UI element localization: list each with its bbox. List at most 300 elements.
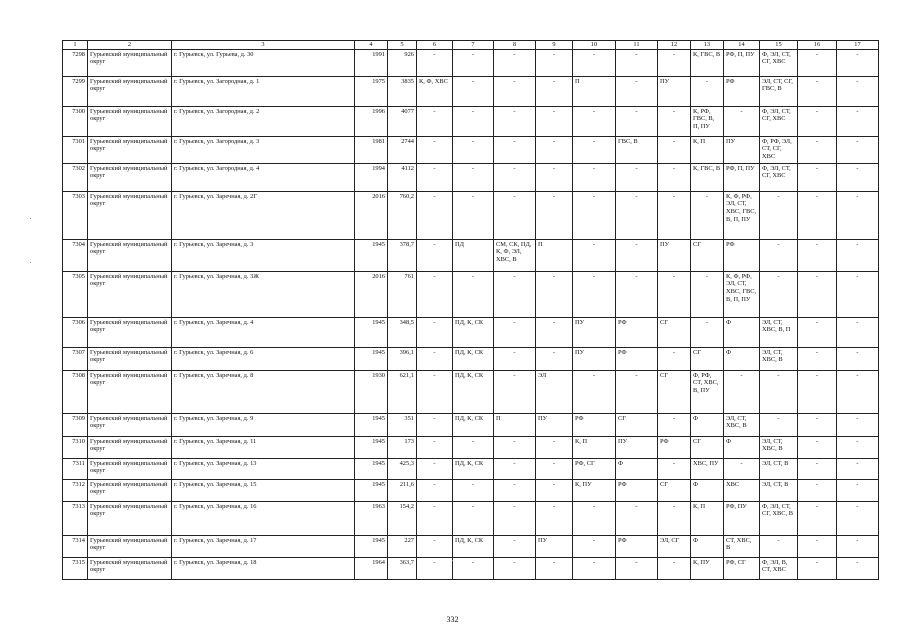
table-cell: - [616,76,658,106]
table-cell: РФ, П, ПУ [724,163,760,191]
table-cell: - [536,317,573,347]
column-header: 9 [536,41,573,50]
table-cell: - [536,436,573,458]
table-cell: Гурьевский муниципальный округ [88,163,172,191]
table-cell: - [658,347,691,370]
table-cell: - [536,347,573,370]
table-cell: - [494,49,536,76]
column-header: 13 [691,41,724,50]
table-cell: - [837,501,879,535]
table-cell: г. Гурьевск, ул. Заречная, д. 17 [172,535,355,557]
table-cell: - [798,239,837,271]
table-cell: 1996 [355,106,388,136]
table-cell: 7300 [63,106,88,136]
scan-speck [452,560,453,561]
table-cell: 1991 [355,49,388,76]
table-cell: ПУ [658,76,691,106]
table-cell: - [616,163,658,191]
table-row [63,535,879,557]
table-cell: ЭЛ, СТ, В [760,458,798,479]
table-cell: 7303 [63,191,88,239]
table-cell: - [417,317,453,347]
table-cell: Гурьевский муниципальный округ [88,239,172,271]
table-cell: 7310 [63,436,88,458]
table-cell: - [798,347,837,370]
table-cell: РФ, ПУ [724,501,760,535]
table-cell: г. Гурьевск, ул. Заречная, д. 16 [172,501,355,535]
column-header: 3 [172,41,355,50]
table-cell: - [494,501,536,535]
table-cell: г. Гурьевск, ул. Заречная, д. 3Ж [172,271,355,317]
table-cell: г. Гурьевск, ул. Гурьева, д. 30 [172,49,355,76]
table-cell: - [453,436,494,458]
table-cell: 7309 [63,413,88,436]
table-cell: - [658,49,691,76]
table-cell: 1945 [355,317,388,347]
table-cell: - [837,136,879,163]
table-cell: - [417,370,453,413]
table-cell: П [573,76,616,106]
table-cell: - [658,501,691,535]
table-cell: - [658,458,691,479]
table-cell: 1945 [355,436,388,458]
table-cell: - [417,535,453,557]
table-cell: г. Гурьевск, ул. Заречная, д. 8 [172,370,355,413]
table-cell: г. Гурьевск, ул. Заречная, д. 13 [172,458,355,479]
table-cell: - [573,535,616,557]
scan-speck [30,218,31,219]
register-table [62,40,879,580]
table-cell: - [417,106,453,136]
table-cell: СМ, СК, ПД, К, Ф, ЭЛ, ХВС, В [494,239,536,271]
table-cell: - [798,191,837,239]
column-header: 17 [837,41,879,50]
table-cell: ПУ [573,317,616,347]
table-cell: 7313 [63,501,88,535]
table-cell: - [798,535,837,557]
table-row [63,136,879,163]
table-cell: - [798,76,837,106]
table-cell: 7314 [63,535,88,557]
table-cell: г. Гурьевск, ул. Заречная, д. 11 [172,436,355,458]
table-cell: г. Гурьевск, ул. Заречная, д. 4 [172,317,355,347]
table-cell: - [494,347,536,370]
table-row [63,501,879,535]
table-cell: - [798,370,837,413]
table-cell: - [573,191,616,239]
table-cell: Ф [691,535,724,557]
table-cell: - [658,106,691,136]
table-cell: - [573,106,616,136]
table-cell: 7311 [63,458,88,479]
table-cell: - [691,76,724,106]
table-cell: - [760,239,798,271]
table-cell: РФ [616,317,658,347]
table-cell: - [798,436,837,458]
table-cell: - [536,106,573,136]
table-cell: 351 [388,413,417,436]
table-cell: РФ, СГ [724,557,760,579]
table-cell: - [417,436,453,458]
table-cell: - [573,501,616,535]
table-cell: - [573,239,616,271]
table-cell: РФ, П, ПУ [724,49,760,76]
column-header: 14 [724,41,760,50]
table-cell: - [453,76,494,106]
table-cell: 1975 [355,76,388,106]
table-cell: г. Гурьевск, ул. Заречная, д. 3 [172,239,355,271]
table-cell: - [798,163,837,191]
table-cell: РФ, СГ [573,458,616,479]
table-cell: ПД, К, СК [453,370,494,413]
table-cell: - [536,501,573,535]
table-row [63,370,879,413]
table-cell: г. Гурьевск, ул. Заречная, д. 9 [172,413,355,436]
table-cell: ПД, К, СК [453,317,494,347]
table-cell: - [417,163,453,191]
table-cell: - [798,49,837,76]
column-header: 15 [760,41,798,50]
table-cell: - [837,106,879,136]
table-cell: 1994 [355,163,388,191]
table-cell: 2016 [355,191,388,239]
table-cell: - [453,479,494,501]
table-cell: - [417,501,453,535]
table-cell: - [837,317,879,347]
table-cell: - [837,191,879,239]
table-cell: ХВС [724,479,760,501]
table-row [63,163,879,191]
table-cell: Гурьевский муниципальный округ [88,436,172,458]
table-cell: 4077 [388,106,417,136]
table-cell: П [494,413,536,436]
table-cell: СГ [658,479,691,501]
table-cell: 1945 [355,239,388,271]
table-cell: - [798,557,837,579]
table-cell: ХВС, ПУ [691,458,724,479]
table-cell: - [837,370,879,413]
table-cell: 1981 [355,136,388,163]
table-cell: 1945 [355,347,388,370]
table-cell: ЭЛ, СТ, СГ, ГВС, В [760,76,798,106]
table-cell: - [494,458,536,479]
table-cell: - [417,479,453,501]
table-cell: - [616,271,658,317]
table-row [63,479,879,501]
table-row [63,271,879,317]
table-cell: 378,7 [388,239,417,271]
table-cell: 621,1 [388,370,417,413]
table-cell: 396,1 [388,347,417,370]
table-cell: ЭЛ, СТ, ХВС, В, П [760,317,798,347]
table-cell: Гурьевский муниципальный округ [88,479,172,501]
table-cell: 7301 [63,136,88,163]
table-cell: г. Гурьевск, ул. Заречная, д. 18 [172,557,355,579]
table-cell: ПД, К, СК [453,347,494,370]
column-header: 5 [388,41,417,50]
table-row [63,458,879,479]
table-cell: Гурьевский муниципальный округ [88,106,172,136]
table-cell: - [453,271,494,317]
table-cell: РФ [724,76,760,106]
table-cell: Гурьевский муниципальный округ [88,501,172,535]
table-cell: Ф, РФ, ЭЛ, СТ, СГ, ХВС [760,136,798,163]
table-cell: ПУ [658,239,691,271]
table-cell: 760,2 [388,191,417,239]
table-cell: - [724,106,760,136]
table-cell: К, Ф, РФ, ЭЛ, СТ, ХВС, ГВС, В, П, ПУ [724,191,760,239]
table-cell: - [837,479,879,501]
table-cell: - [616,191,658,239]
table-cell: ПУ [536,413,573,436]
table-cell: 7312 [63,479,88,501]
table-cell: 7315 [63,557,88,579]
table-cell: - [536,479,573,501]
table-cell: ЭЛ, СТ, ХВС, В [760,436,798,458]
table-cell: 7306 [63,317,88,347]
table-cell: - [724,458,760,479]
table-cell: Гурьевский муниципальный округ [88,49,172,76]
table-cell: СГ [691,239,724,271]
table-cell: - [837,163,879,191]
table-cell: Гурьевский муниципальный округ [88,317,172,347]
table-cell: - [453,501,494,535]
table-cell: г. Гурьевск, ул. Загородная, д. 3 [172,136,355,163]
table-cell: - [837,76,879,106]
table-cell: ЭЛ, СТ, ХВС, В [724,413,760,436]
table-cell: 7307 [63,347,88,370]
page-number: 332 [446,615,459,624]
column-header: 1 [63,41,88,50]
column-header: 8 [494,41,536,50]
table-cell: РФ [616,347,658,370]
table-cell: - [417,271,453,317]
table-cell: - [536,163,573,191]
table-cell: - [536,458,573,479]
table-cell: К, Ф, РФ, ЭЛ, СТ, ХВС, ГВС, В, П, ПУ [724,271,760,317]
table-cell: г. Гурьевск, ул. Загородная, д. 4 [172,163,355,191]
table-cell: - [760,271,798,317]
table-cell: - [760,535,798,557]
table-cell: Ф [691,413,724,436]
table-cell: - [798,136,837,163]
table-cell: Ф, ЭЛ, СТ, СГ, ХВС [760,163,798,191]
table-cell: 1945 [355,458,388,479]
table-cell: 211,6 [388,479,417,501]
table-cell: - [536,271,573,317]
table-cell: 1945 [355,535,388,557]
table-cell: - [798,479,837,501]
table-cell: РФ [724,239,760,271]
table-cell: - [691,191,724,239]
table-cell: ПД, К, СК [453,458,494,479]
table-cell: ПУ [573,347,616,370]
table-cell: СГ [691,436,724,458]
table-cell: Гурьевский муниципальный округ [88,370,172,413]
table-cell: К, РФ, ГВС, В, П, ПУ [691,106,724,136]
table-cell: Гурьевский муниципальный округ [88,458,172,479]
table-cell: 7302 [63,163,88,191]
table-cell: - [536,136,573,163]
table-row [63,347,879,370]
table-cell: ПУ [536,535,573,557]
table-cell: - [494,317,536,347]
table-cell: - [573,49,616,76]
table-cell: ЭЛ [536,370,573,413]
table-cell: - [724,370,760,413]
table-row [63,76,879,106]
table-cell: - [658,557,691,579]
table-cell: - [573,271,616,317]
table-row [63,106,879,136]
table-cell: Ф, ЭЛ, В, СТ, ХВС [760,557,798,579]
table-cell: - [616,49,658,76]
table-cell: - [798,317,837,347]
table-cell: - [616,106,658,136]
table-cell: - [691,317,724,347]
table-cell: - [573,136,616,163]
table-cell: г. Гурьевск, ул. Заречная, д. 6 [172,347,355,370]
table-cell: К, ПУ [691,557,724,579]
table-row [63,557,879,579]
column-header: 6 [417,41,453,50]
table-cell: - [494,76,536,106]
table-cell: РФ [616,479,658,501]
table-cell: К, П [691,136,724,163]
table-cell: Ф, РФ, СТ, ХВС, В, ПУ [691,370,724,413]
table-row [63,436,879,458]
header-row [63,41,879,50]
table-cell: 3835 [388,76,417,106]
table-cell: 7305 [63,271,88,317]
table-cell: - [760,370,798,413]
table-cell: 1963 [355,501,388,535]
table-cell: 7308 [63,370,88,413]
table-cell: 7304 [63,239,88,271]
table-cell: - [798,458,837,479]
scan-speck [30,262,31,263]
table-row [63,239,879,271]
table-cell: 2016 [355,271,388,317]
table-cell: 363,7 [388,557,417,579]
table-cell: Гурьевский муниципальный округ [88,136,172,163]
column-header: 16 [798,41,837,50]
table-cell: 761 [388,271,417,317]
table-cell: РФ [658,436,691,458]
table-cell: СТ, ХВС, В [724,535,760,557]
table-cell: ГВС, В [616,136,658,163]
table-cell: - [760,191,798,239]
table-cell: 1930 [355,370,388,413]
table-cell: ЭЛ, СТ, В [760,479,798,501]
table-cell: - [798,413,837,436]
table-cell: г. Гурьевск, ул. Загородная, д. 2 [172,106,355,136]
table-cell: - [837,557,879,579]
table-cell: - [494,557,536,579]
table-row [63,49,879,76]
table-cell: К, ГВС, В [691,49,724,76]
table-cell: 1945 [355,413,388,436]
table-cell: 7298 [63,49,88,76]
table-cell: - [573,370,616,413]
table-cell: 348,5 [388,317,417,347]
table-cell: 926 [388,49,417,76]
table-cell: 1945 [355,479,388,501]
table-cell: - [494,106,536,136]
table-cell: - [536,49,573,76]
table-cell: - [417,347,453,370]
table-cell: Ф, ЭЛ, СТ, СГ, ХВС [760,49,798,76]
table-row [63,191,879,239]
table-cell: - [837,49,879,76]
table-cell: - [417,49,453,76]
table-cell: - [837,239,879,271]
table-cell: К, П [573,436,616,458]
table-cell: - [798,501,837,535]
table-cell: К, П [691,501,724,535]
table-cell: - [798,106,837,136]
table-cell: - [494,370,536,413]
table-cell: Гурьевский муниципальный округ [88,413,172,436]
table-cell: - [658,136,691,163]
table-cell: - [453,106,494,136]
table-cell: - [536,191,573,239]
table-cell: Гурьевский муниципальный округ [88,557,172,579]
column-header: 7 [453,41,494,50]
table-cell: Ф [724,436,760,458]
table-cell: - [616,501,658,535]
table-cell: Гурьевский муниципальный округ [88,76,172,106]
table-cell: - [658,413,691,436]
table-cell: - [616,557,658,579]
table-cell: СГ [658,317,691,347]
table-cell: - [798,271,837,317]
table-cell: К, Ф, ХВС [417,76,453,106]
table-cell: К, ПУ [573,479,616,501]
table-cell: - [658,163,691,191]
column-header: 2 [88,41,172,50]
column-header: 12 [658,41,691,50]
table-cell: - [573,557,616,579]
table-cell: 154,2 [388,501,417,535]
table-cell: - [417,557,453,579]
column-header: 11 [616,41,658,50]
table-cell: - [837,271,879,317]
table-row [63,317,879,347]
table-cell: СГ [616,413,658,436]
table-cell: К, ГВС, В [691,163,724,191]
table-header [63,41,879,50]
table-cell: ПД, К, СК [453,413,494,436]
table-cell: 227 [388,535,417,557]
table-cell: ПД, К, СК [453,535,494,557]
table-cell: - [417,136,453,163]
column-header: 10 [573,41,616,50]
table-cell: - [417,191,453,239]
table-cell: Ф [724,347,760,370]
table-cell: - [453,163,494,191]
table-cell: - [536,557,573,579]
table-cell: г. Гурьевск, ул. Заречная, д. 2Г [172,191,355,239]
table-cell: - [417,458,453,479]
table-cell: СГ [658,370,691,413]
table-cell: Гурьевский муниципальный округ [88,347,172,370]
table-cell: - [658,271,691,317]
table-cell: 1964 [355,557,388,579]
table-cell: - [453,136,494,163]
column-header: 4 [355,41,388,50]
table-cell: Ф, ЭЛ, СТ, СГ, ХВС [760,106,798,136]
